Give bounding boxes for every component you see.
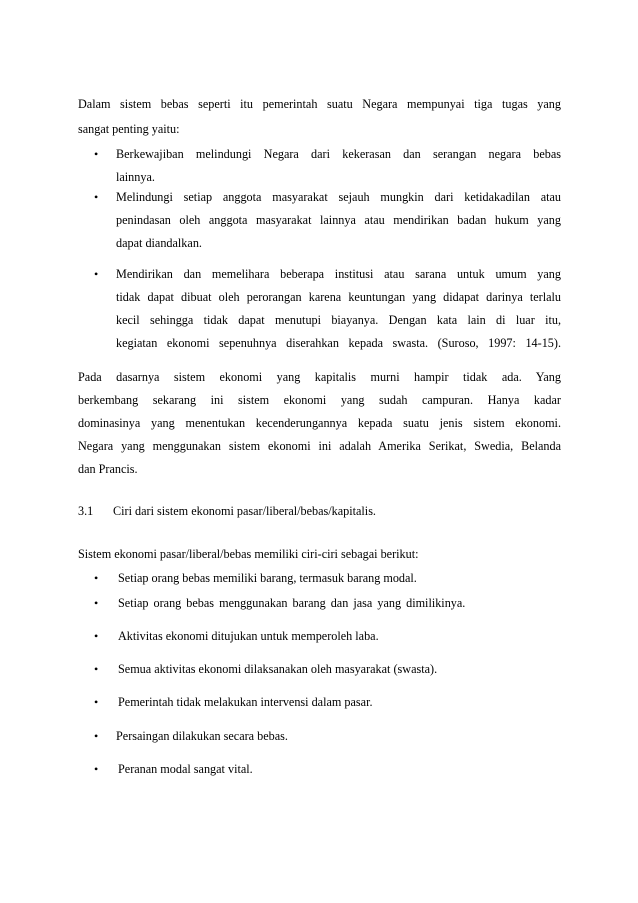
feature-item-4: Semua aktivitas ekonomi dilaksanakan oleh masyarakat (swasta). (118, 662, 438, 676)
paragraph-2-line-3: dominasinya yang menentukan kecenderungannya kepada suatu jenis sistem ekonomi. (78, 417, 561, 430)
paragraph-1-line-1: Dalam sistem bebas seperti itu pemerintah suatu Negara mempunyai tiga tugas yang (78, 98, 561, 111)
bullet-2-line-3: dapat diandalkan. (116, 236, 202, 250)
paragraph-2-line-2: berkembang sekarang ini sistem ekonomi yang sudah campuran. Hanya kadar (78, 394, 561, 407)
bullet-3-line-2: tidak dapat dibuat oleh perorangan karena keuntungan yang didapat darinya terlalu (116, 291, 561, 304)
bullet-marker: • (94, 596, 99, 610)
paragraph-2-line-1: Pada dasarnya sistem ekonomi yang kapitalis murni hampir tidak ada. Yang (78, 371, 561, 384)
paragraph-1-line-2: sangat penting yaitu: (78, 122, 180, 136)
feature-item-2: Setiap orang bebas menggunakan barang dan jasa yang dimilikinya. (118, 596, 466, 610)
bullet-marker: • (94, 267, 99, 281)
feature-item-6: Persaingan dilakukan secara bebas. (116, 729, 288, 743)
bullet-1-line-1: Berkewajiban melindungi Negara dari kekerasan dan serangan negara bebas (116, 148, 561, 161)
bullet-marker: • (94, 729, 99, 743)
bullet-2-line-1: Melindungi setiap anggota masyarakat sejauh mungkin dari ketidakadilan atau (116, 191, 561, 204)
bullet-marker: • (94, 190, 99, 204)
bullet-3-line-3: kecil sehingga tidak dapat menutupi biayanya. Dengan kata lain di luar itu, (116, 314, 561, 327)
paragraph-2-line-4: Negara yang menggunakan sistem ekonomi ini adalah Amerika Serikat, Swedia, Belanda (78, 440, 561, 453)
feature-item-3: Aktivitas ekonomi ditujukan untuk memperoleh laba. (118, 629, 379, 643)
bullet-2-line-2: penindasan oleh anggota masyarakat lainnya atau mendirikan badan hukum yang (116, 214, 561, 227)
bullet-1-line-2: lainnya. (116, 170, 155, 184)
bullet-3-line-1: Mendirikan dan memelihara beberapa institusi atau sarana untuk umum yang (116, 268, 561, 281)
bullet-marker: • (94, 762, 99, 776)
section-number: 3.1 (78, 504, 94, 518)
feature-item-7: Peranan modal sangat vital. (118, 762, 253, 776)
bullet-marker: • (94, 571, 99, 585)
bullet-marker: • (94, 662, 99, 676)
bullet-marker: • (94, 695, 99, 709)
bullet-marker: • (94, 147, 99, 161)
list-intro: Sistem ekonomi pasar/liberal/bebas memiliki ciri-ciri sebagai berikut: (78, 547, 419, 561)
feature-item-1: Setiap orang bebas memiliki barang, termasuk barang modal. (118, 571, 417, 585)
feature-item-5: Pemerintah tidak melakukan intervensi dalam pasar. (118, 695, 373, 709)
section-title: Ciri dari sistem ekonomi pasar/liberal/bebas/kapitalis. (113, 504, 376, 518)
bullet-3-line-4: kegiatan ekonomi sepenuhnya diserahkan kepada swasta. (Suroso, 1997: 14-15). (116, 337, 561, 350)
paragraph-2-line-5: dan Prancis. (78, 462, 138, 476)
bullet-marker: • (94, 629, 99, 643)
